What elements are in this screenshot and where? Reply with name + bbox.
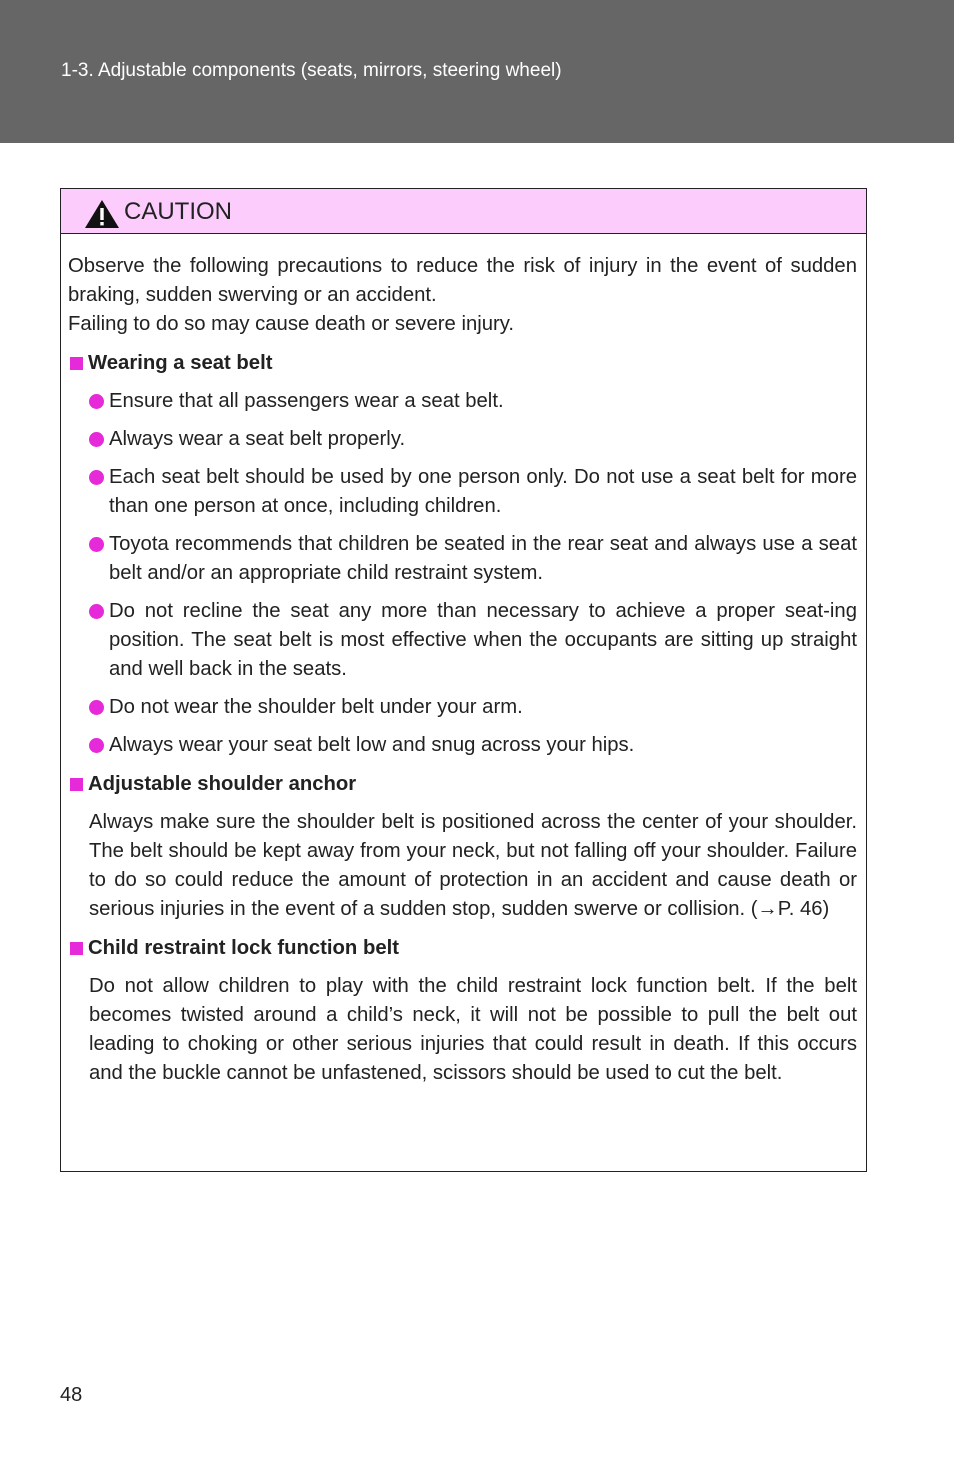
intro-text: Observe the following precautions to reduce the risk of injury in the event of sudden braking, sudden swerving or an accident.	[68, 255, 857, 306]
section-heading	[68, 770, 857, 799]
section-paragraph: Always make sure the shoulder belt is positioned across the center of your shoulder. The belt should be kept away from your neck, but not falling off your shoulder. Failure to do so could reduce the amount of protection in an accident and cause death or serious injuries in the event of a sudden stop, sudden swerve or collision. (→P. 46)	[89, 811, 857, 920]
section-heading-text: Child restraint lock function belt	[88, 937, 400, 959]
list-item	[68, 463, 857, 521]
square-bullet-icon	[70, 778, 83, 791]
page-number: 48	[60, 1384, 83, 1406]
section-heading	[68, 349, 857, 378]
section-paragraph: Do not allow children to play with the child restraint lock function belt. If the belt becomes twisted around a child’s neck, it will not be possible to pull the belt out leading to choking or other serious injuries that could result in death. If this occurs and the buckle cannot be unfastened, scissors should be used to cut the belt.	[89, 975, 857, 1084]
circle-bullet-icon	[89, 432, 104, 447]
square-bullet-icon	[70, 357, 83, 370]
section-heading-text: Wearing a seat belt	[88, 352, 273, 374]
list-item-text: Do not recline the seat any more than necessary to achieve a proper seat-ing position. The seat belt is most effective when the occupants are sitting up straight and well back in the seats.	[109, 600, 857, 680]
list-item-text: Each seat belt should be used by one person only. Do not use a seat belt for more than one person at once, including children.	[109, 466, 857, 517]
caution-label: CAUTION	[124, 198, 232, 225]
list-item-text: Do not wear the shoulder belt under your arm.	[109, 696, 523, 718]
caution-box	[60, 188, 867, 1172]
circle-bullet-icon	[89, 470, 104, 485]
caution-content	[68, 252, 857, 1088]
list-item-text: Ensure that all passengers wear a seat belt.	[109, 390, 504, 412]
list-item	[68, 387, 857, 416]
list-item-text: Always wear a seat belt properly.	[109, 428, 406, 450]
list-item-text: Toyota recommends that children be seated in the rear seat and always use a seat belt and/or an appropriate child restraint system.	[109, 533, 857, 584]
section-heading-text: Adjustable shoulder anchor	[88, 773, 357, 795]
circle-bullet-icon	[89, 738, 104, 753]
circle-bullet-icon	[89, 537, 104, 552]
list-item	[68, 693, 857, 722]
circle-bullet-icon	[89, 604, 104, 619]
intro-warning: Failing to do so may cause death or severe injury.	[68, 313, 515, 335]
square-bullet-icon	[70, 942, 83, 955]
warning-triangle-icon	[84, 199, 120, 229]
list-item-text: Always wear your seat belt low and snug across your hips.	[109, 734, 635, 756]
circle-bullet-icon	[89, 700, 104, 715]
section-heading	[68, 934, 857, 963]
list-item	[68, 597, 857, 684]
list-item	[68, 425, 857, 454]
list-item	[68, 731, 857, 760]
page-header	[0, 0, 954, 143]
list-item	[68, 530, 857, 588]
circle-bullet-icon	[89, 394, 104, 409]
section-title: 1-3. Adjustable components (seats, mirrors, steering wheel)	[61, 60, 562, 81]
caution-header	[61, 189, 866, 234]
